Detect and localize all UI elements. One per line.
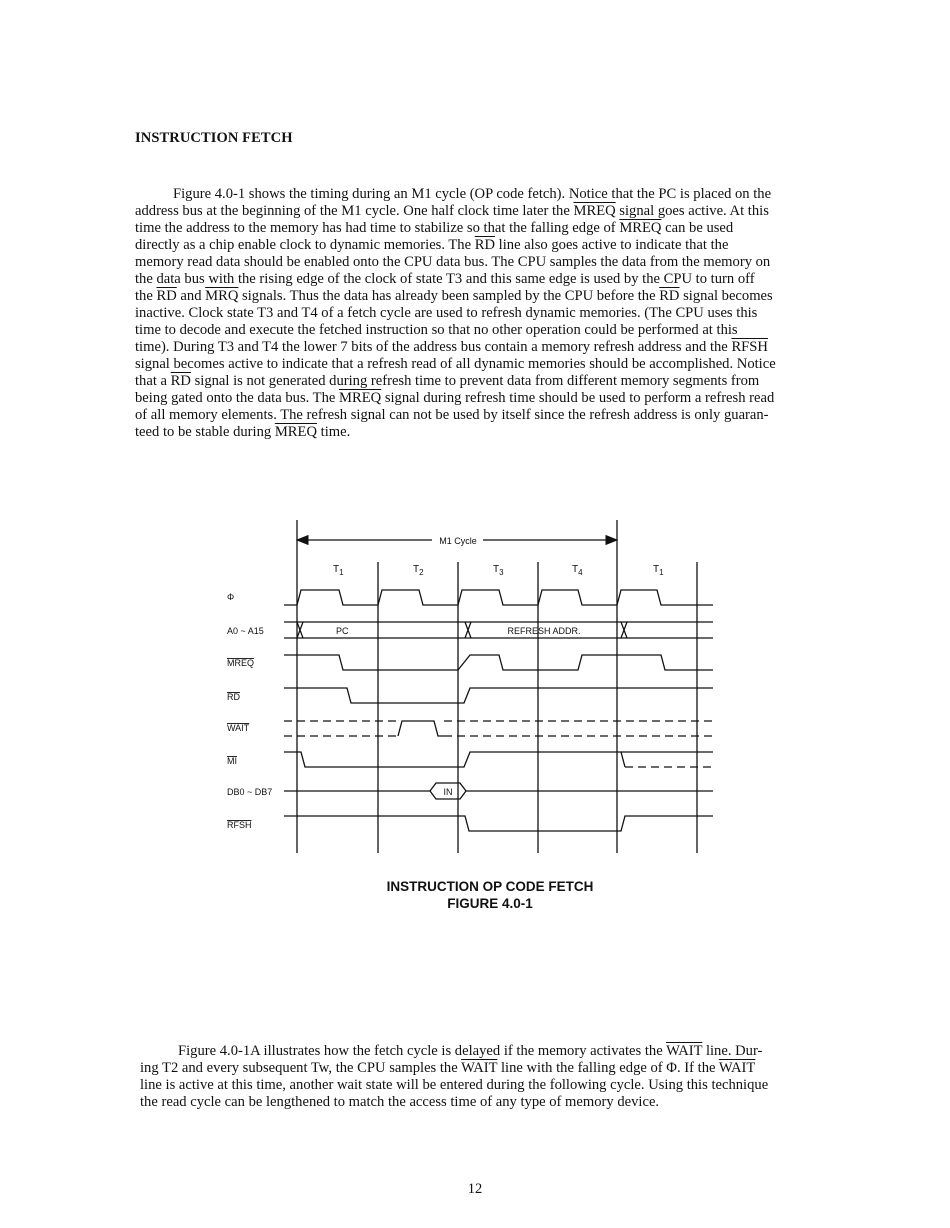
signal-label-rd: RD	[227, 692, 240, 702]
paragraph-line: the $\overline{RD}$ and $\overline{MRQ}$ signals. Thus the data has already been sampled by the CPU before the $\overline{RD}$ signal becomes	[135, 288, 773, 304]
signal-name: WAIT	[666, 1043, 703, 1059]
signal-name: $\overline{MRQ}$	[205, 288, 239, 304]
paragraph-line: of all memory elements. The refresh signal can not be used by itself since the refresh address is only guaran-	[135, 407, 769, 423]
paragraph-line: Figure 4.0-1 shows the timing during an M1 cycle (OP code fetch). Notice that the PC is placed on the	[173, 186, 772, 202]
paragraph-line: time the address to the memory has had time to stabilize so that the falling edge of MREQ can be used	[135, 220, 734, 236]
signal-name: WAIT	[461, 1060, 498, 1076]
signal-name: $\overline{RD}$	[156, 288, 177, 304]
signal-name: MREQ	[619, 220, 662, 236]
paragraph-line: line is active at this time, another wait state will be entered during the following cycle. Using this technique	[140, 1077, 769, 1093]
paragraph-line: inactive. Clock state T3 and T4 of a fetch cycle are used to refresh dynamic memories. (The CPU uses this	[135, 305, 758, 321]
paragraph-line: address bus at the beginning of the M1 cycle. One half clock time later the MREQ signal goes active. At this	[135, 203, 769, 219]
signal-label-mi: MI	[227, 756, 237, 766]
rd-waveform	[284, 688, 713, 703]
signal-name: WAIT	[718, 1060, 756, 1076]
figure-caption	[300, 878, 680, 912]
state-label-t1: $T_1$	[333, 564, 344, 577]
signal-label-phi: Φ	[227, 592, 235, 602]
paragraph-line: signal becomes active to indicate that a refresh read of all dynamic memories should be accomplished. Notice	[135, 356, 776, 372]
clock-signal-waveform	[284, 590, 713, 605]
bus-label-refresh-addr: REFRESH ADDR.	[507, 626, 581, 636]
signal-name: RFSH	[731, 339, 768, 355]
cycle-label: M1 Cycle	[439, 536, 477, 546]
paragraph-line: being gated onto the data bus. The MREQ signal during refresh time should be used to perform a refresh read	[135, 390, 775, 406]
paragraph-line: time). During T3 and T4 the lower 7 bits of the address bus contain a memory refresh address and the RFSH	[135, 339, 768, 355]
signal-label-rfsh: RFSH	[227, 820, 252, 830]
signal-name: MREQ	[339, 390, 382, 406]
signal-label-data-bus: DB0 ~ DB7	[227, 787, 273, 797]
paragraph-line: memory read data should be enabled onto the CPU data bus. The CPU samples the data from the memory on	[135, 254, 771, 270]
paragraph-line: directly as a chip enable clock to dynamic memories. The $\overline{RD}$ line also goes active to indicate that the	[135, 237, 729, 253]
signal-name: MREQ	[274, 424, 317, 440]
paragraph-line: teed to be stable during MREQ time.	[135, 424, 351, 440]
state-label-t3: $T_3$	[493, 564, 504, 577]
mi-waveform	[284, 752, 625, 767]
signal-label-mreq: MREQ	[227, 658, 254, 668]
signal-name: $\overline{RD}$	[659, 288, 680, 304]
signal-label-wait: WAIT	[227, 723, 250, 733]
bus-label-pc: PC	[336, 626, 349, 636]
paragraph-line: the read cycle can be lengthened to match the access time of any type of memory device.	[140, 1094, 660, 1110]
wait-waveform	[398, 721, 444, 736]
signal-name: $\overline{RD}$	[170, 373, 191, 389]
page-number: 12	[467, 1181, 483, 1197]
rfsh-waveform	[284, 816, 713, 831]
paragraph-line: time to decode and execute the fetched instruction so that no other operation could be performed at this	[135, 322, 738, 338]
section-heading: INSTRUCTION FETCH	[135, 130, 293, 146]
bus-label-data-in: IN	[443, 787, 453, 797]
signal-name: $\overline{RD}$	[474, 237, 496, 253]
body-paragraph-2	[140, 1043, 812, 1111]
caption-title: INSTRUCTION OP CODE FETCH	[386, 879, 594, 894]
state-label-t4: $T_4$	[572, 564, 583, 577]
paragraph-line: the data bus with the rising edge of the clock of state T3 and this same edge is used by the CPU to turn off	[135, 271, 755, 287]
state-label-t1-next: $T_1$	[653, 564, 664, 577]
mreq-waveform	[284, 655, 713, 670]
paragraph-line: Figure 4.0-1A illustrates how the fetch cycle is delayed if the memory activates the WAIT line. Dur-	[178, 1043, 763, 1059]
state-label-t2: $T_2$	[413, 564, 424, 577]
caption-figure-number: FIGURE 4.0-1	[447, 896, 533, 911]
signal-label-address: A0 ~ A15	[227, 626, 264, 636]
signal-name: MREQ	[573, 203, 616, 219]
paragraph-line: ing T2 and every subsequent Tw, the CPU samples the WAIT line with the falling edge of Φ. If the WAIT	[140, 1060, 756, 1076]
paragraph-line: that a $\overline{RD}$ signal is not generated during refresh time to prevent data from different memory segments from	[135, 373, 760, 389]
